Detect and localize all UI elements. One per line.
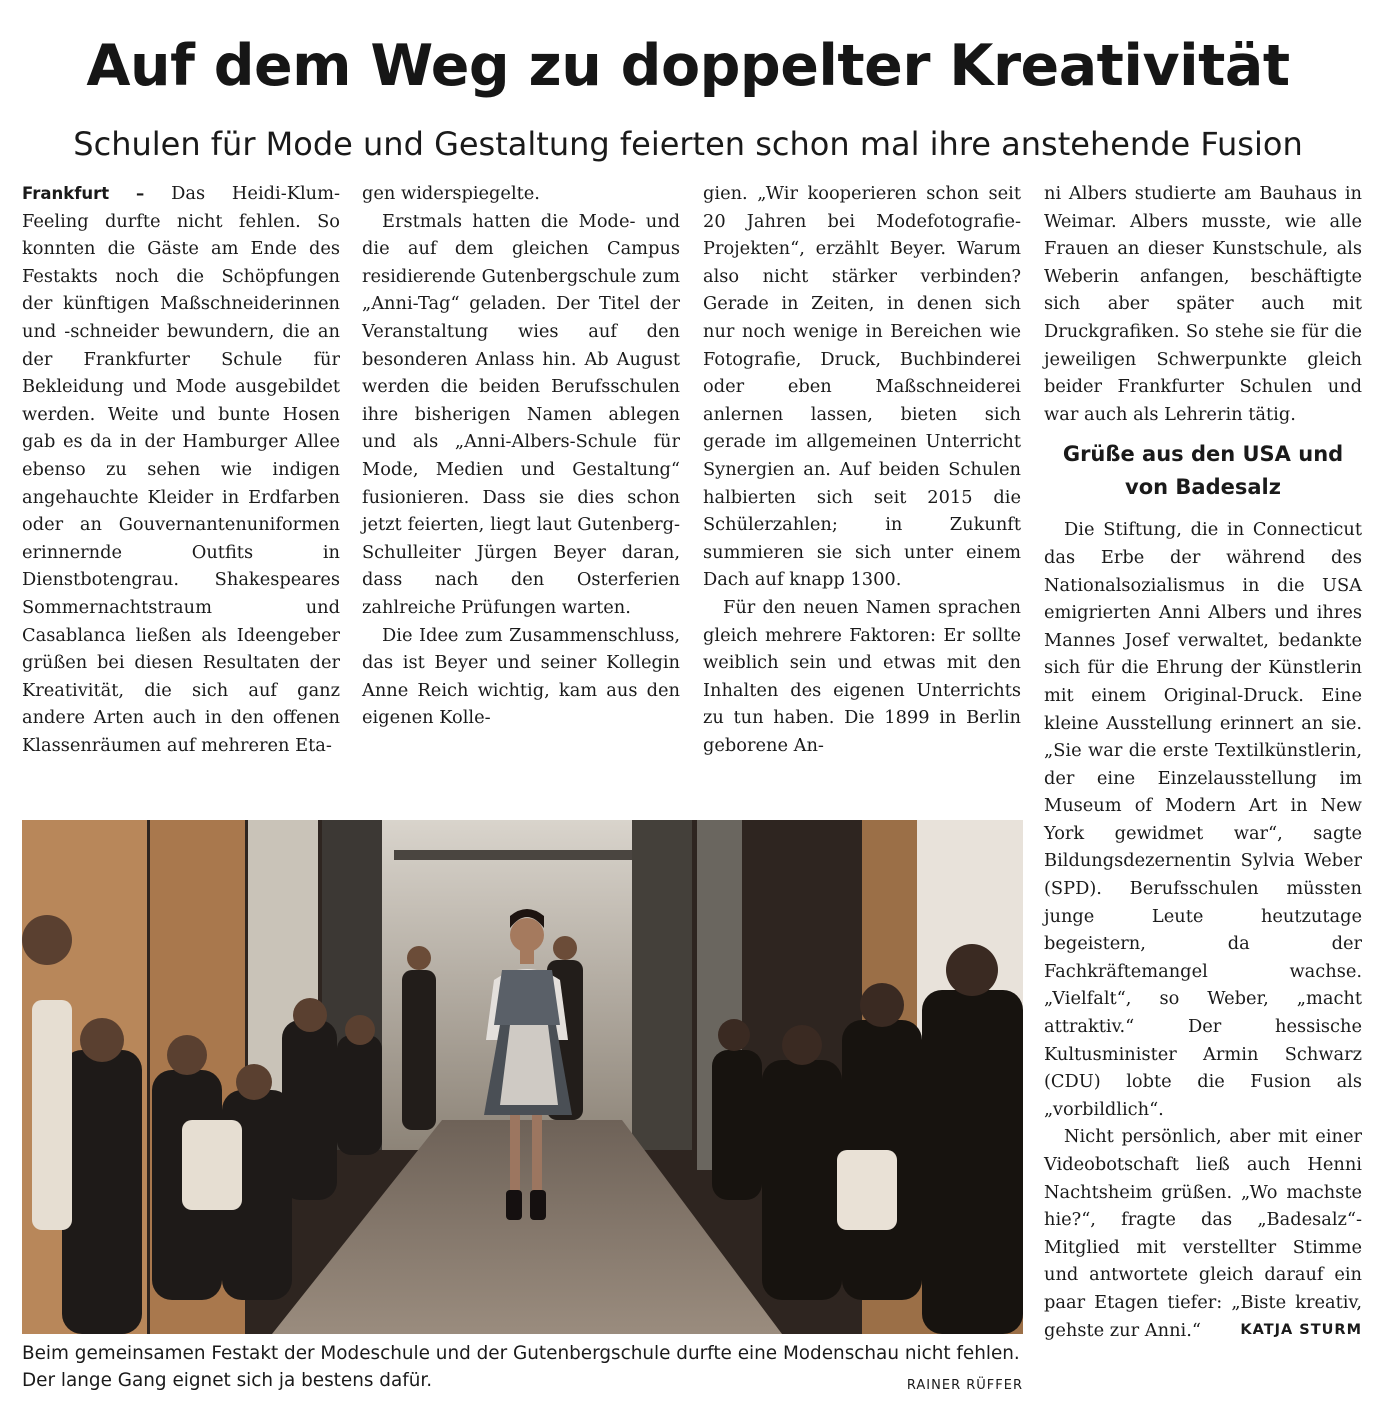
- paragraph-1-text-a: Das Heidi-Klum-Feeling durfte nicht fehlen. So konnten die Gäste am Ende des Festakts noch die Schöpfungen der künftigen Maßschneiderinnen und -schneider bewundern, die an der Frankfurter Schule für Bekleidung und Mode ausgebildet werden. Weite und bunte Hosen gab es da in der Hamburger Allee ebenso zu sehen wie indigen angehauchte Kleider in Erdfarben oder an Gouvernantenuniformen erinnernde Outfits in Dienstbotengrau. Shakespeares Sommernachtstraum und Casablanca ließen als Ideengeber grüßen bei diesen Resultaten der Kreativität, die sich auf ganz andere Arten auch in den offenen Klassenräumen auf mehreren Eta-: [22, 183, 340, 756]
- author-byline: KATJA STURM: [1240, 1321, 1362, 1338]
- headline: Auf dem Weg zu doppelter Kreativität: [86, 33, 1290, 99]
- photo-caption: [22, 1340, 1023, 1399]
- paragraph-3: [362, 622, 680, 732]
- article-column-1: [22, 180, 340, 759]
- fashion-show-photo-illustration: [22, 820, 1023, 1334]
- caption-text: Beim gemeinsamen Festakt der Modeschule und der Gutenbergschule durfte eine Modenschau nicht fehlen. Der lange Gang eignet sich ja bestens dafür.: [22, 1343, 1020, 1391]
- article-column-2: [362, 180, 680, 732]
- photo-credit: RAINER RÜFFER: [906, 1378, 1023, 1393]
- subheadline: Schulen für Mode und Gestaltung feierten schon mal ihre anstehende Fusion: [73, 125, 1303, 163]
- paragraph-3-text-b: gien. „Wir kooperieren schon seit 20 Jahren bei Modefotografie-Projekten“, erzählt Beyer. Warum also nicht stärker verbinden? Gerade in Zeiten, in denen sich nur noch wenige in Bereichen wie Fotografie, Druck, Buchbinderei oder eben Maßschneiderei anlernen lassen, bieten sich gerade im allgemeinen Unterricht Synergien an. Auf beiden Schulen halbierten sich seit 2015 die Schülerzahlen; in Zukunft summieren sie sich unter einem Dach auf knapp 1300.: [703, 183, 1021, 591]
- paragraph-4-continued: [1044, 180, 1362, 428]
- paragraph-2: Erstmals hatten die Mode- und die auf dem gleichen Campus residierende Gutenbergschule zum „Anni-Tag“ geladen. Der Titel der Veranstaltung wies auf den besonderen Anlass hin. Ab August werden die beiden Berufsschulen ihre bisherigen Namen ablegen und als „Anni-Albers-Schule für Mode, Medien und Gestaltung“ fusionieren. Dass sie dies schon jetzt feierten, liegt laut Gutenberg-Schulleiter Jürgen Beyer daran, dass nach den Osterferien zahlreiche Prüfungen warten.: [362, 210, 680, 618]
- fashion-show-photo: [22, 820, 1023, 1334]
- paragraph-1: [22, 180, 340, 759]
- paragraph-1-continued: [362, 180, 680, 208]
- paragraph-4-text-a: Für den neuen Namen sprachen gleich mehrere Faktoren: Er sollte weiblich sein und etwas mit den Inhalten des eigenen Unterrichts zu tun haben. Die 1899 in Berlin geborene An-: [703, 596, 1021, 756]
- paragraph-5: Die Stiftung, die in Connecticut das Erbe der während des Nationalsozialismus in die USA emigrierten Anni Albers und ihres Mannes Josef verwaltet, bedankte sich für die Ehrung der Künstlerin mit einem Original-Druck. Eine kleine Ausstellung erinnert an sie. „Sie war die erste Textilkünstlerin, der eine Einzelausstellung im Museum of Modern Art in New York gewidmet war“, sagte Bildungsdezernentin Sylvia Weber (SPD). Berufsschulen müssten junge Leute heutzutage begeistern, da der Fachkräftemangel wachse. „Vielfalt“, so Weber, „macht attraktiv.“ Der hessische Kultusminister Armin Schwarz (CDU) lobte die Fusion als „vorbildlich“.: [1044, 519, 1362, 1120]
- dateline: Frankfurt –: [22, 184, 145, 203]
- paragraph-1-text-b: gen widerspiegelte.: [362, 183, 540, 204]
- paragraph-3-text-a: Die Idee zum Zusammenschluss, das ist Beyer und seiner Kollegin Anne Reich wichtig, kam aus den eigenen Kolle-: [362, 624, 680, 729]
- paragraph-3-continued: [703, 180, 1021, 594]
- paragraph-6-text: Nicht persönlich, aber mit einer Videobotschaft ließ auch Henni Nachtsheim grüßen. „Wo machste hie?“, fragte das „Badesalz“-Mitglied mit verstellter Stimme und antwortete gleich darauf ein paar Etagen tiefer: „Biste kreativ, gehste zur Anni.“: [1044, 1126, 1362, 1341]
- paragraph-4-text-b: ni Albers studierte am Bauhaus in Weimar. Albers musste, wie alle Frauen an dieser Kunstschule, als Weberin anfangen, beschäftigte sich aber später auch mit Druckgrafiken. So stehe sie für die jeweiligen Schwerpunkte gleich beider Frankfurter Schulen und war auch als Lehrerin tätig.: [1044, 183, 1362, 425]
- article-column-4: [1044, 180, 1362, 1344]
- paragraph-6: [1044, 1123, 1362, 1344]
- subheading: Grüße aus den USA und von Badesalz: [1062, 442, 1344, 500]
- article-column-3: [703, 180, 1021, 759]
- paragraph-4: [703, 594, 1021, 760]
